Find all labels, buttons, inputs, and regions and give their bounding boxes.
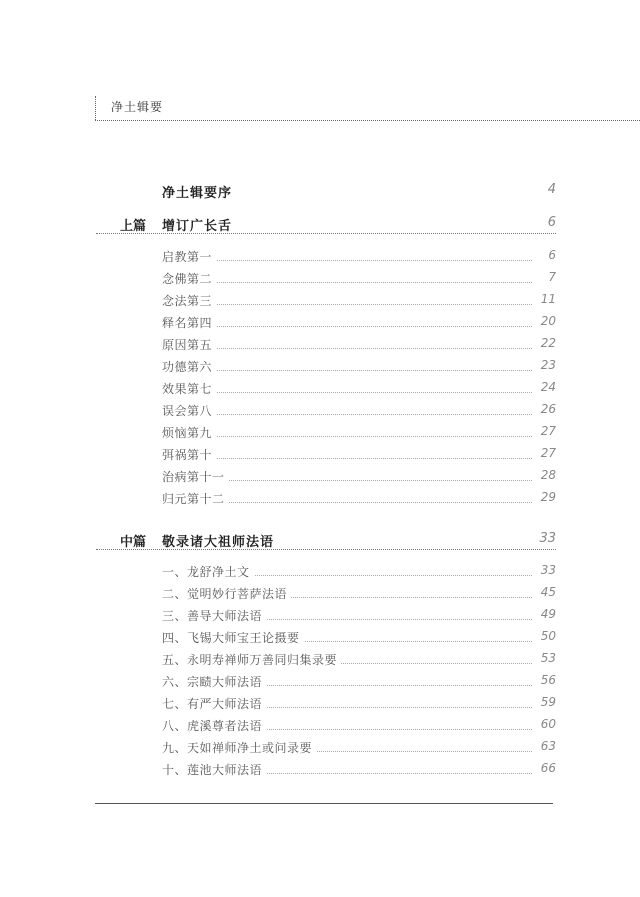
dot-leader xyxy=(162,458,532,459)
toc-entry[interactable] xyxy=(96,336,556,356)
toc-entry-label: 弭祸第十 xyxy=(162,446,216,463)
dot-leader xyxy=(162,282,532,283)
toc-entry-label: 十、莲池大师法语 xyxy=(162,761,266,778)
toc-entry-page: 6 xyxy=(544,215,556,230)
toc-entry-page: 53 xyxy=(537,651,556,665)
toc-entry[interactable] xyxy=(96,358,556,378)
toc-entry-label: 增订广长舌 xyxy=(162,215,236,234)
toc-entry[interactable] xyxy=(96,673,556,693)
toc-entry[interactable] xyxy=(96,270,556,290)
toc-entry-label: 八、虎溪尊者法语 xyxy=(162,717,266,734)
toc-entry-label: 念法第三 xyxy=(162,292,216,309)
part-label: 上篇 xyxy=(120,219,147,234)
part-divider xyxy=(96,549,556,550)
toc-entry-label: 效果第七 xyxy=(162,380,216,397)
toc-entry[interactable] xyxy=(96,563,556,583)
dot-leader xyxy=(162,370,532,371)
toc-entry-page: 59 xyxy=(537,695,556,709)
toc-entry[interactable] xyxy=(96,446,556,466)
toc-entry-preface[interactable] xyxy=(96,182,556,202)
toc-entry-label: 功德第六 xyxy=(162,358,216,375)
toc-part-upper[interactable] xyxy=(96,215,556,235)
dot-leader xyxy=(162,348,532,349)
dot-leader xyxy=(162,260,532,261)
toc-entry-page: 33 xyxy=(535,531,556,546)
dot-leader xyxy=(162,436,532,437)
toc-entry-page: 11 xyxy=(537,292,556,306)
toc-entry-page: 7 xyxy=(544,270,556,284)
toc-entry[interactable] xyxy=(96,739,556,759)
toc-entry-label: 烦恼第九 xyxy=(162,424,216,441)
toc-entry-page: 29 xyxy=(537,490,556,504)
toc-entry-page: 6 xyxy=(544,248,556,262)
footer-rule xyxy=(95,803,553,804)
toc-entry[interactable] xyxy=(96,761,556,781)
header-title: 净土辑要 xyxy=(111,100,164,114)
dot-leader xyxy=(162,414,532,415)
toc-entry[interactable] xyxy=(96,314,556,334)
toc-entry-page: 50 xyxy=(537,629,556,643)
toc-entry-label: 归元第十二 xyxy=(162,490,229,507)
toc-entry-page: 20 xyxy=(537,314,556,328)
toc-entry-label: 五、永明寿禅师万善同归集录要 xyxy=(162,651,341,668)
toc-entry-page: 33 xyxy=(537,563,556,577)
toc-entry-label: 念佛第二 xyxy=(162,270,216,287)
toc-entry-label: 净土辑要序 xyxy=(162,182,236,201)
toc-entry[interactable] xyxy=(96,585,556,605)
toc-entry-page: 23 xyxy=(537,358,556,372)
toc-entry-page: 22 xyxy=(537,336,556,350)
toc-entry[interactable] xyxy=(96,490,556,510)
toc-entry-page: 4 xyxy=(544,182,556,197)
toc-entry-label: 释名第四 xyxy=(162,314,216,331)
toc-entry-page: 45 xyxy=(537,585,556,599)
toc-entry-label: 二、觉明妙行菩萨法语 xyxy=(162,585,291,602)
toc-entry-page: 56 xyxy=(537,673,556,687)
toc-entry-page: 27 xyxy=(537,424,556,438)
toc-entry-page: 49 xyxy=(537,607,556,621)
toc-entry[interactable] xyxy=(96,629,556,649)
toc-entry[interactable] xyxy=(96,424,556,444)
toc-entry-page: 26 xyxy=(537,402,556,416)
toc-entry-page: 63 xyxy=(537,739,556,753)
toc-entry-label: 误会第八 xyxy=(162,402,216,419)
toc-entry[interactable] xyxy=(96,651,556,671)
toc-entry-label: 三、善导大师法语 xyxy=(162,607,266,624)
toc-entry-label: 治病第十一 xyxy=(162,468,229,485)
part-label: 中篇 xyxy=(120,535,147,550)
toc-entry[interactable] xyxy=(96,292,556,312)
toc-entry-label: 九、天如禅师净土或问录要 xyxy=(162,739,316,756)
toc-entry-label: 七、有严大师法语 xyxy=(162,695,266,712)
toc-entry[interactable] xyxy=(96,468,556,488)
toc-entry-page: 27 xyxy=(537,446,556,460)
dot-leader xyxy=(162,304,532,305)
dot-leader xyxy=(162,326,532,327)
toc-entry-page: 66 xyxy=(537,761,556,775)
toc-entry[interactable] xyxy=(96,717,556,737)
toc-entry-label: 敬录诸大祖师法语 xyxy=(162,531,278,550)
toc-entry-label: 一、龙舒净土文 xyxy=(162,563,254,580)
part-divider xyxy=(96,233,556,234)
toc-part-middle[interactable] xyxy=(96,531,556,551)
toc-entry-label: 六、宗赜大师法语 xyxy=(162,673,266,690)
toc-entry[interactable] xyxy=(96,695,556,715)
toc-entry[interactable] xyxy=(96,380,556,400)
toc-entry-page: 60 xyxy=(537,717,556,731)
toc-entry-label: 启教第一 xyxy=(162,248,216,265)
toc-entry[interactable] xyxy=(96,607,556,627)
toc-entry-page: 28 xyxy=(537,468,556,482)
toc-entry[interactable] xyxy=(96,248,556,268)
toc-entry-label: 原因第五 xyxy=(162,336,216,353)
dot-leader xyxy=(162,392,532,393)
toc-entry-label: 四、飞锡大师宝王论摄要 xyxy=(162,629,304,646)
toc-entry[interactable] xyxy=(96,402,556,422)
toc-entry-page: 24 xyxy=(537,380,556,394)
